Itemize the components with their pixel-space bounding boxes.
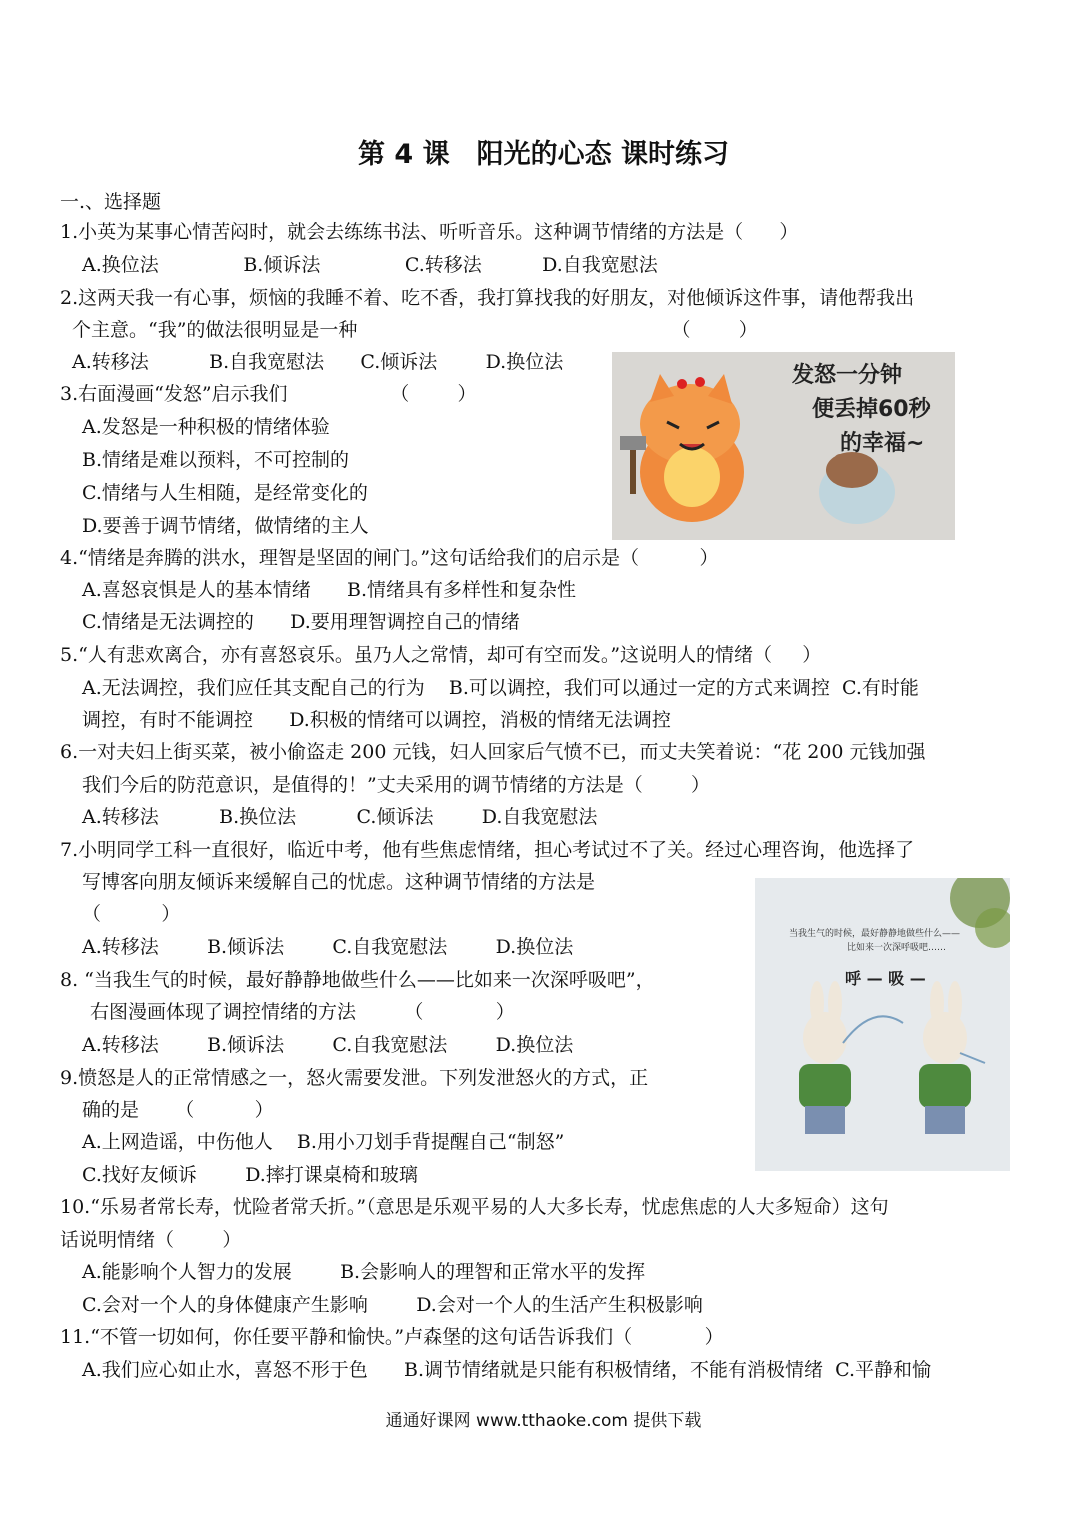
anger-comic-caption-2: 便丢掉60秒 [812,397,931,422]
anger-comic-caption-1: 发怒一分钟 [792,363,903,388]
question-4-options-ab: A.喜怒哀惧是人的基本情绪 B.情绪具有多样性和复杂性 [82,579,577,601]
question-10-options-ab: A.能影响个人智力的发展 B.会影响人的理智和正常水平的发挥 [82,1261,646,1283]
question-6-options: A.转移法 B.换位法 C.倾诉法 D.自我宽慰法 [82,806,598,828]
question-11: 11.“不管一切如何，你任要平静和愉快。”卢森堡的这句话告诉我们（ ） [60,1326,724,1348]
question-9-cont: 确的是 （ ） [82,1099,274,1121]
question-1-options: A.换位法 B.倾诉法 C.转移法 D.自我宽慰法 [82,254,658,276]
question-3-option-d: D.要善于调节情绪，做情绪的主人 [82,515,369,537]
question-10-cont: 话说明情绪（ ） [60,1229,242,1251]
question-2: 2.这两天我一有心事，烦恼的我睡不着、吃不香，我打算找我的好朋友，对他倾诉这件事，请他帮我出 [60,287,915,309]
breathing-comic-caption-1: 当我生气的时候，最好静静地做些什么—— [789,929,961,939]
question-7-bracket: （ ） [82,903,181,925]
question-6: 6.一对夫妇上街买菜，被小偷盗走 200 元钱，妇人回家后气愤不已，而丈夫笑着说：“花 200 元钱加强 [60,741,926,763]
question-10: 10.“乐易者常长寿，忧险者常夭折。”（意思是乐观平易的人大多长寿，忧虑焦虑的人大多短命）这句 [60,1196,889,1218]
question-9: 9.愤怒是人的正常情感之一，怒火需要发泄。下列发泄怒火的方式，正 [60,1067,649,1089]
question-3-option-c: C.情绪与人生相随，是经常变化的 [82,482,368,504]
breathing-comic-image [755,878,1010,1171]
question-1: 1.小英为某事心情苦闷时，就会去练练书法、听听音乐。这种调节情绪的方法是（ ） [60,221,799,243]
question-7-cont: 写博客向朋友倾诉来缓解自己的忧虑。这种调节情绪的方法是 [82,871,596,893]
question-3-option-b: B.情绪是难以预料，不可控制的 [82,449,350,471]
question-8-cont: 右图漫画体现了调控情绪的方法 （ ） [90,1001,515,1023]
question-11-options: A.我们应心如止水，喜怒不形于色 B.调节情绪就是只能有积极情绪，不能有消极情绪 C.平静和愉 [82,1359,931,1381]
question-3-option-a: A.发怒是一种积极的情绪体验 [82,416,330,438]
breathing-comic-caption-3: 呼 — 吸 — [845,969,926,988]
question-8: 8. “当我生气的时候，最好静静地做些什么——比如来一次深呼吸吧”， [60,969,655,991]
anger-comic-image [612,352,955,540]
question-8-options: A.转移法 B.倾诉法 C.自我宽慰法 D.换位法 [82,1034,574,1056]
question-7-options: A.转移法 B.倾诉法 C.自我宽慰法 D.换位法 [82,936,574,958]
question-10-options-cd: C.会对一个人的身体健康产生影响 D.会对一个人的生活产生积极影响 [82,1294,703,1316]
question-3: 3.右面漫画“发怒”启示我们 （ ） [60,383,477,405]
question-5: 5.“人有悲欢离合，亦有喜怒哀乐。虽乃人之常情，却可有空而发。”这说明人的情绪（ ） [60,644,822,666]
page-title: 第 4 课 阳光的心态 课时练习 [358,139,729,170]
question-9-options-cd: C.找好友倾诉 D.摔打课桌椅和玻璃 [82,1164,418,1186]
question-2-cont: 个主意。“我”的做法很明显是一种 （ ） [72,319,758,341]
question-4-options-cd: C.情绪是无法调控的 D.要用理智调控自己的情绪 [82,611,520,633]
question-2-options: A.转移法 B.自我宽慰法 C.倾诉法 D.换位法 [72,351,564,373]
page-footer: 通通好课网 www.tthaoke.com 提供下载 [385,1411,702,1431]
question-4: 4.“情绪是奔腾的洪水，理智是坚固的闸门。”这句话给我们的启示是（ ） [60,547,719,569]
section-heading: 一.、选择题 [60,191,162,213]
question-5-options-cont: 调控，有时不能调控 D.积极的情绪可以调控，消极的情绪无法调控 [82,709,671,731]
question-6-cont: 我们今后的防范意识，是值得的！”丈夫采用的调节情绪的方法是（ ） [82,774,711,796]
anger-comic-caption-3: 的幸福~ [840,431,925,456]
question-5-options: A.无法调控，我们应任其支配自己的行为 B.可以调控，我们可以通过一定的方式来调控 C.有时能 [82,677,919,699]
breathing-comic-caption-2: 比如来一次深呼吸吧…… [847,943,947,953]
question-9-options-ab: A.上网造谣，中伤他人 B.用小刀划手背提醒自己“制怒” [82,1131,565,1153]
question-7: 7.小明同学工科一直很好，临近中考，他有些焦虑情绪，担心考试过不了关。经过心理咨询，他选择了 [60,839,915,861]
